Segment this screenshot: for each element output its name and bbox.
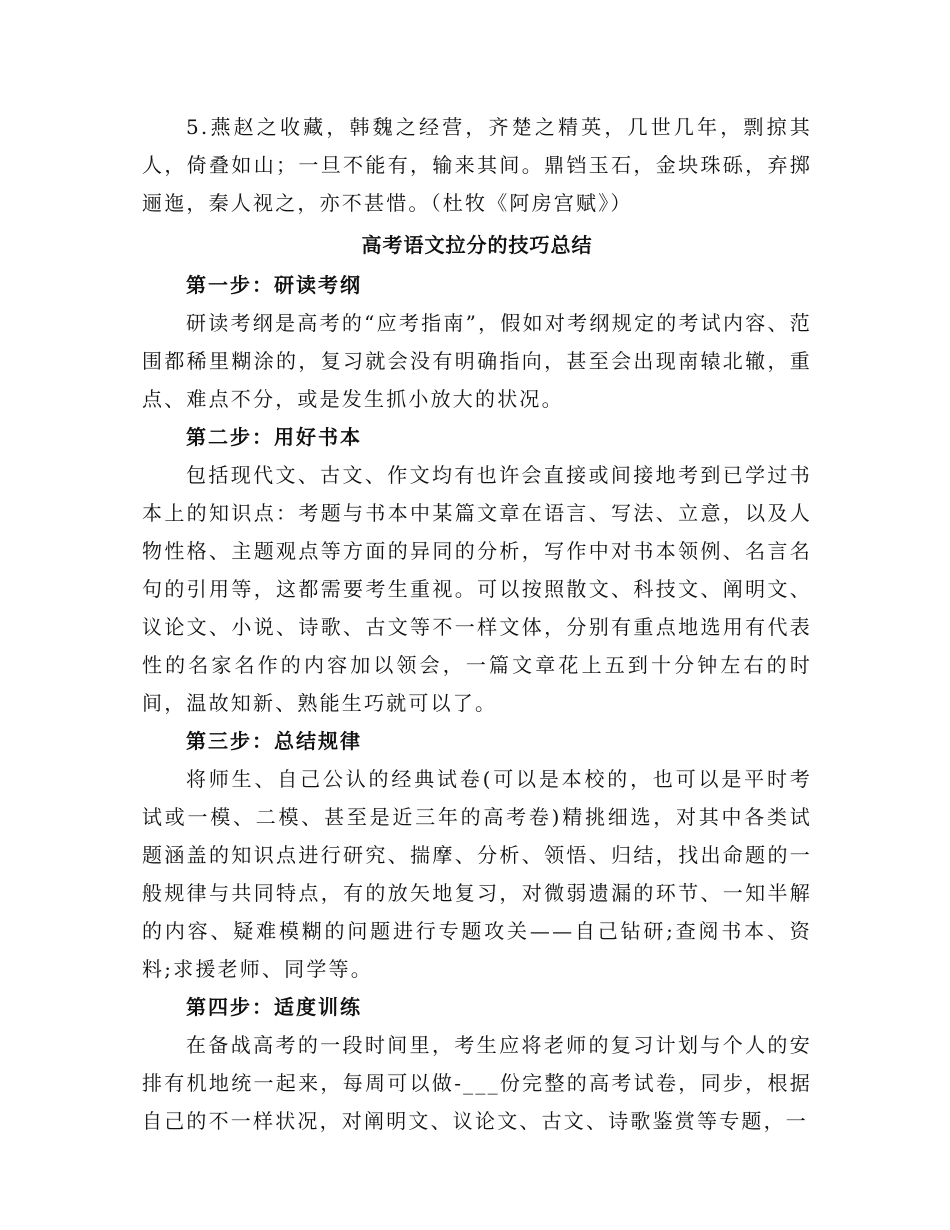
step-1-heading: 第一步：研读考纲 (186, 273, 362, 297)
section-title: 高考语文拉分的技巧总结 (361, 233, 593, 257)
quote-paragraph: 5.燕赵之收藏，韩魏之经营，齐楚之精英，几世几年，剽掠其人，倚叠如山；一旦不能有，输来其间。鼎铛玉石，金块珠砾，弃掷逦迤，秦人视之，亦不甚惜。（杜牧《阿房宫赋》） (142, 115, 812, 215)
step-2-body: 包括现代文、古文、作文均有也许会直接或间接地考到已学过书本上的知识点：考题与书本中某篇文章在语言、写法、立意，以及人物性格、主题观点等方面的异同的分析，写作中对书本领例、名言名句的引用等，这都需要考生重视。可以按照散文、科技文、阐明文、议论文、小说、诗歌、古文等不一样文体，分别有重点地选用有代表性的名家名作的内容加以领会，一篇文章花上五到十分钟左右的时间，温故知新、熟能生巧就可以了。 (142, 463, 812, 715)
step-3-heading: 第三步：总结规律 (186, 729, 362, 753)
step-3-body: 将师生、自己公认的经典试卷(可以是本校的，也可以是平时考试或一模、二模、甚至是近三年的高考卷)精挑细选，对其中各类试题涵盖的知识点进行研究、揣摩、分析、领悟、归结，找出命题的一般规律与共同特点，有的放矢地复习，对微弱遗漏的环节、一知半解的内容、疑难模糊的问题进行专题攻关——自己钻研;查阅书本、资料;求援老师、同学等。 (142, 767, 812, 981)
step-2-heading: 第二步：用好书本 (186, 425, 362, 449)
document-content (142, 108, 812, 1140)
step-4-heading: 第四步：适度训练 (186, 995, 362, 1019)
step-4-body: 在备战高考的一段时间里，考生应将老师的复习计划与个人的安排有机地统一起来，每周可以做-___份完整的高考试卷，同步，根据自己的不一样状况，对阐明文、议论文、古文、诗歌鉴赏等专题，一 (142, 1033, 812, 1133)
step-1-body: 研读考纲是高考的“应考指南”，假如对考纲规定的考试内容、范围都稀里糊涂的，复习就会没有明确指向，甚至会出现南辕北辙，重点、难点不分，或是发生抓小放大的状况。 (142, 311, 812, 411)
